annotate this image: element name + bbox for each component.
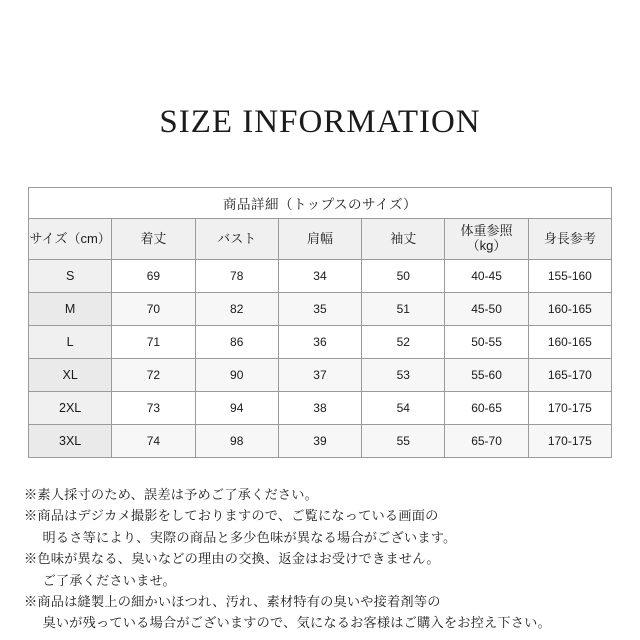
- cell-sleeve: 51: [362, 293, 445, 326]
- cell-bust: 94: [195, 392, 278, 425]
- note-line-4: ※色味が異なる、臭いなどの理由の交換、返金はお受けできません。: [24, 551, 440, 567]
- note-line-5: ご了承くださいませ。: [42, 572, 176, 588]
- header-size: サイズ（cm）: [29, 219, 112, 260]
- header-shoulder: 肩幅: [278, 219, 361, 260]
- cell-sleeve: 52: [362, 326, 445, 359]
- cell-sleeve: 55: [362, 425, 445, 458]
- cell-weight: 45-50: [445, 293, 528, 326]
- cell-weight: 65-70: [445, 425, 528, 458]
- cell-height: 160-165: [528, 326, 611, 359]
- cell-length: 74: [112, 425, 195, 458]
- cell-size: L: [29, 326, 112, 359]
- cell-bust: 86: [195, 326, 278, 359]
- cell-size: S: [29, 260, 112, 293]
- cell-height: 155-160: [528, 260, 611, 293]
- cell-shoulder: 39: [278, 425, 361, 458]
- note-line-7: 臭いが残っている場合がございますので、気になるお客様はご購入をお控え下さい。: [42, 615, 551, 631]
- table-caption: 商品詳細（トップスのサイズ）: [29, 188, 612, 219]
- header-length: 着丈: [112, 219, 195, 260]
- cell-height: 170-175: [528, 425, 611, 458]
- table-row: [29, 326, 612, 359]
- header-height-reference: 身長参考: [528, 219, 611, 260]
- note-line-6: ※商品は縫製上の細かいほつれ、汚れ、素材特有の臭いや接着剤等の: [24, 593, 441, 609]
- cell-weight: 60-65: [445, 392, 528, 425]
- cell-size: 2XL: [29, 392, 112, 425]
- cell-bust: 90: [195, 359, 278, 392]
- header-bust: バスト: [195, 219, 278, 260]
- size-table-container: [28, 187, 612, 458]
- cell-weight: 55-60: [445, 359, 528, 392]
- page-title: SIZE INFORMATION: [159, 104, 481, 140]
- cell-length: 71: [112, 326, 195, 359]
- table-row: [29, 392, 612, 425]
- cell-size: M: [29, 293, 112, 326]
- cell-length: 73: [112, 392, 195, 425]
- cell-bust: 98: [195, 425, 278, 458]
- header-weight-reference: 体重参照（kg）: [445, 219, 528, 260]
- cell-shoulder: 35: [278, 293, 361, 326]
- cell-sleeve: 53: [362, 359, 445, 392]
- cell-shoulder: 37: [278, 359, 361, 392]
- note-line-2: ※商品はデジカメ撮影をしておりますので、ご覧になっている画面の: [24, 508, 439, 524]
- cell-size: XL: [29, 359, 112, 392]
- cell-shoulder: 38: [278, 392, 361, 425]
- table-row: [29, 425, 612, 458]
- cell-shoulder: 36: [278, 326, 361, 359]
- cell-sleeve: 54: [362, 392, 445, 425]
- header-sleeve: 袖丈: [362, 219, 445, 260]
- cell-height: 165-170: [528, 359, 611, 392]
- cell-bust: 78: [195, 260, 278, 293]
- cell-sleeve: 50: [362, 260, 445, 293]
- note-line-3: 明るさ等により、実際の商品と多少色味が異なる場合がございます。: [42, 529, 457, 545]
- cell-length: 70: [112, 293, 195, 326]
- table-header-row: [29, 219, 612, 260]
- cell-weight: 50-55: [445, 326, 528, 359]
- table-caption-row: [29, 188, 612, 219]
- cell-length: 69: [112, 260, 195, 293]
- notes-section: [24, 484, 616, 634]
- cell-height: 160-165: [528, 293, 611, 326]
- table-row: [29, 359, 612, 392]
- cell-height: 170-175: [528, 392, 611, 425]
- cell-weight: 40-45: [445, 260, 528, 293]
- table-row: [29, 293, 612, 326]
- size-table: [28, 187, 612, 458]
- cell-length: 72: [112, 359, 195, 392]
- cell-shoulder: 34: [278, 260, 361, 293]
- note-line-1: ※素人採寸のため、誤差は予めご了承ください。: [24, 487, 318, 502]
- cell-size: 3XL: [29, 425, 112, 458]
- cell-bust: 82: [195, 293, 278, 326]
- table-row: [29, 260, 612, 293]
